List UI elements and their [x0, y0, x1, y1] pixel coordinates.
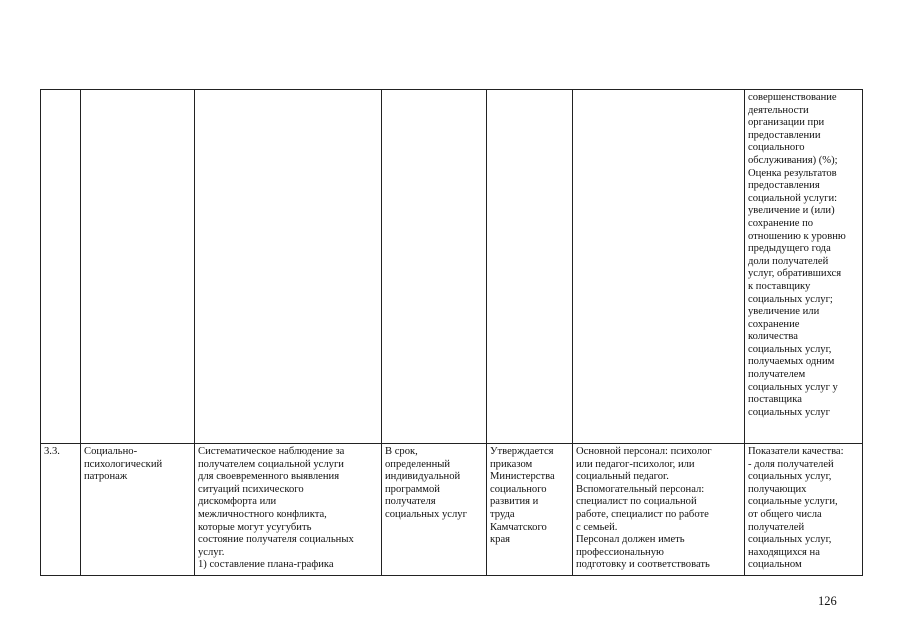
cell-number: 3.3. [41, 444, 81, 576]
cell-name-empty [81, 90, 195, 444]
services-table [40, 89, 863, 576]
cell-number-empty [41, 90, 81, 444]
table-row-3-3 [41, 444, 863, 576]
cell-approval: Утверждается приказом Министерства социального развития и труда Камчатского края [487, 444, 573, 576]
cell-conditions-empty [573, 90, 745, 444]
cell-term: В срок, определенный индивидуальной программой получателя социальных услуг [382, 444, 487, 576]
cell-conditions: Основной персонал: психолог или педагог-психолог, или социальный педагог. Вспомогательный персонал: специалист по социальной работе, специалист по работе с семьей. Персонал должен иметь профессиональную подготовку и соответствовать [573, 444, 745, 576]
cell-description-empty [195, 90, 382, 444]
cell-quality: Показатели качества: - доля получателей социальных услуг, получающих социальные услуги, от общего числа получателей социальных услуг, находящихся на социальном [745, 444, 863, 576]
cell-quality-continued: совершенствование деятельности организации при предоставлении социального обслуживания) (%); Оценка результатов предоставления социальной услуги: увеличение и (или) сохранение по отношению к уровню предыдущего года доли получателей услуг, обратившихся к поставщику социальных услуг; увеличение или сохранение количества социальных услуг, получаемых одним получателем социальных услуг у поставщика социальных услуг [745, 90, 863, 444]
table-row-continuation [41, 90, 863, 444]
cell-description: Систематическое наблюдение за получателем социальной услуги для своевременного выявления ситуаций психического дискомфорта или межличностного конфликта, которые могут усугубить состояние получателя социальных услуг. 1) составление плана-графика [195, 444, 382, 576]
page-number: 126 [818, 594, 837, 608]
cell-term-empty [382, 90, 487, 444]
cell-service-name: Социально- психологический патронаж [81, 444, 195, 576]
cell-approval-empty [487, 90, 573, 444]
